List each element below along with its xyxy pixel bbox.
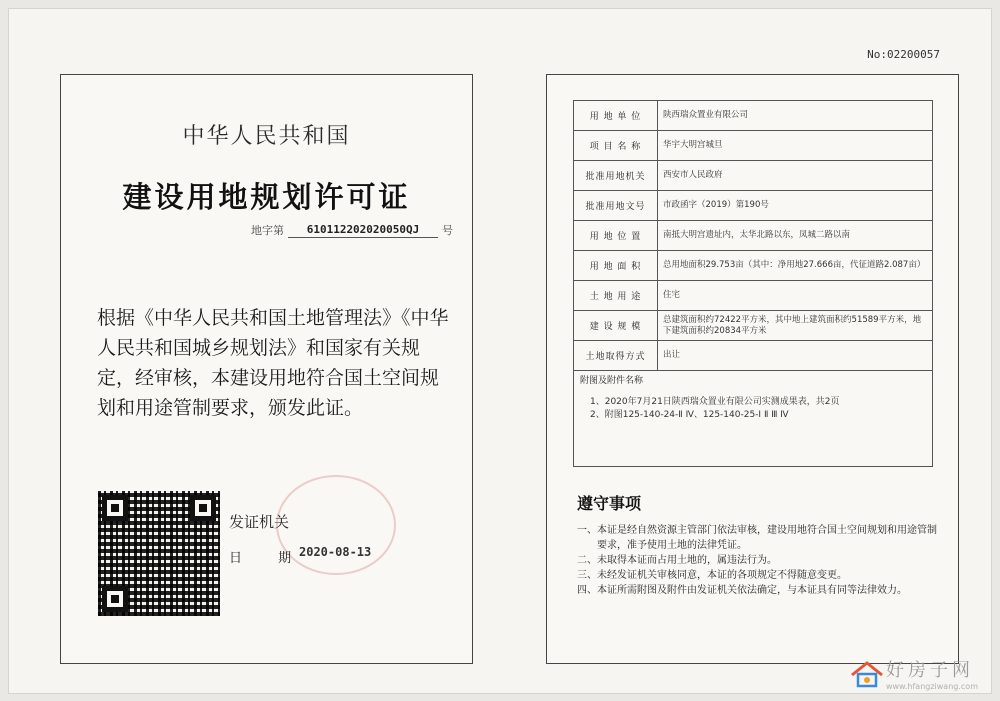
rule-text: 未经发证机关审核同意，本证的各项规定不得随意变更。 [597,570,847,581]
rule-text: 本证是经自然资源主管部门依法审核，建设用地符合国土空间规划和用途管制要求，准予使用土地的法律凭证。 [597,525,937,551]
info-row [574,281,933,311]
attachment-item: 2、附图125-140-24-Ⅱ Ⅳ、125-140-25-Ⅰ Ⅱ Ⅲ Ⅳ [590,410,789,420]
certificate-number: 610112202020050QJ [288,223,438,238]
rule-item [573,568,945,583]
info-key: 批准用地文号 [574,191,658,221]
info-value: 总用地面积29.753亩（其中：净用地27.666亩，代征道路2.087亩） [658,251,933,281]
watermark-text: 好房子网 [885,660,974,681]
number-suffix: 号 [442,224,453,237]
info-row [574,341,933,371]
country-title: 中华人民共和国 [182,124,351,149]
certificate-details-panel [546,74,959,664]
info-row [574,251,933,281]
info-value: 住宅 [658,281,933,311]
info-key: 用 地 单 位 [574,101,658,131]
rule-item [573,553,945,568]
info-row [574,191,933,221]
info-key: 土地取得方式 [574,341,658,371]
rule-text: 未取得本证而占用土地的，属违法行为。 [597,555,777,566]
qr-code-icon [98,491,220,616]
info-key: 用 地 面 积 [574,251,658,281]
land-info-table [573,100,933,371]
info-key: 项 目 名 称 [574,131,658,161]
certificate-body-text: 根据《中华人民共和国土地管理法》《中华人民共和国城乡规划法》和国家有关规定，经审核，本建设用地符合国土空间规划和用途管制要求，颁发此证。 [97,307,449,419]
attachments-box [573,369,933,467]
info-key: 用 地 位 置 [574,221,658,251]
rule-item [573,523,945,553]
rule-text: 本证所需附图及附件由发证机关依法确定，与本证具有同等法律效力。 [597,585,907,596]
number-prefix: 地字第 [251,224,284,237]
certificate-title: 建设用地规划许可证 [122,180,411,214]
rule-number: 二、 [577,555,597,566]
info-key: 批准用地机关 [574,161,658,191]
info-value: 市政函字（2019）第190号 [658,191,933,221]
info-value: 华宇大明宫城旦 [658,131,933,161]
info-row [574,131,933,161]
certificate-number-row [251,222,453,238]
info-row [574,161,933,191]
rule-item [573,583,945,598]
attachment-item: 1、2020年7月21日陕西瑞众置业有限公司实测成果表，共2页 [590,397,840,407]
rules-title: 遵守事项 [577,494,642,513]
watermark-url: www.hfangziwang.com [885,682,978,691]
info-key: 土 地 用 途 [574,281,658,311]
info-key: 建 设 规 模 [574,311,658,341]
info-value: 西安市人民政府 [658,161,933,191]
info-value: 南抵大明宫遗址内，太华北路以东，凤城二路以南 [658,221,933,251]
info-value: 总建筑面积约72422平方米，其中地上建筑面积约51589平方米，地下建筑面积约20834平方米 [658,311,933,341]
info-row [574,311,933,341]
info-row [574,101,933,131]
certificate-sheet [8,8,992,694]
house-logo-icon [848,659,886,689]
date-label: 日 期 [229,551,308,566]
site-watermark [848,656,978,691]
info-row [574,221,933,251]
rule-number: 四、 [577,585,597,596]
rule-number: 三、 [577,570,597,581]
issue-date: 2020-08-13 [299,545,372,559]
info-value: 出让 [658,341,933,371]
serial-number: No:02200057 [867,48,940,61]
rule-number: 一、 [577,525,597,536]
attachments-title: 附图及附件名称 [580,376,644,386]
certificate-front-panel [60,74,473,664]
issuer-label: 发证机关 [229,513,290,531]
rules-list [573,523,945,598]
info-value: 陕西瑞众置业有限公司 [658,101,933,131]
